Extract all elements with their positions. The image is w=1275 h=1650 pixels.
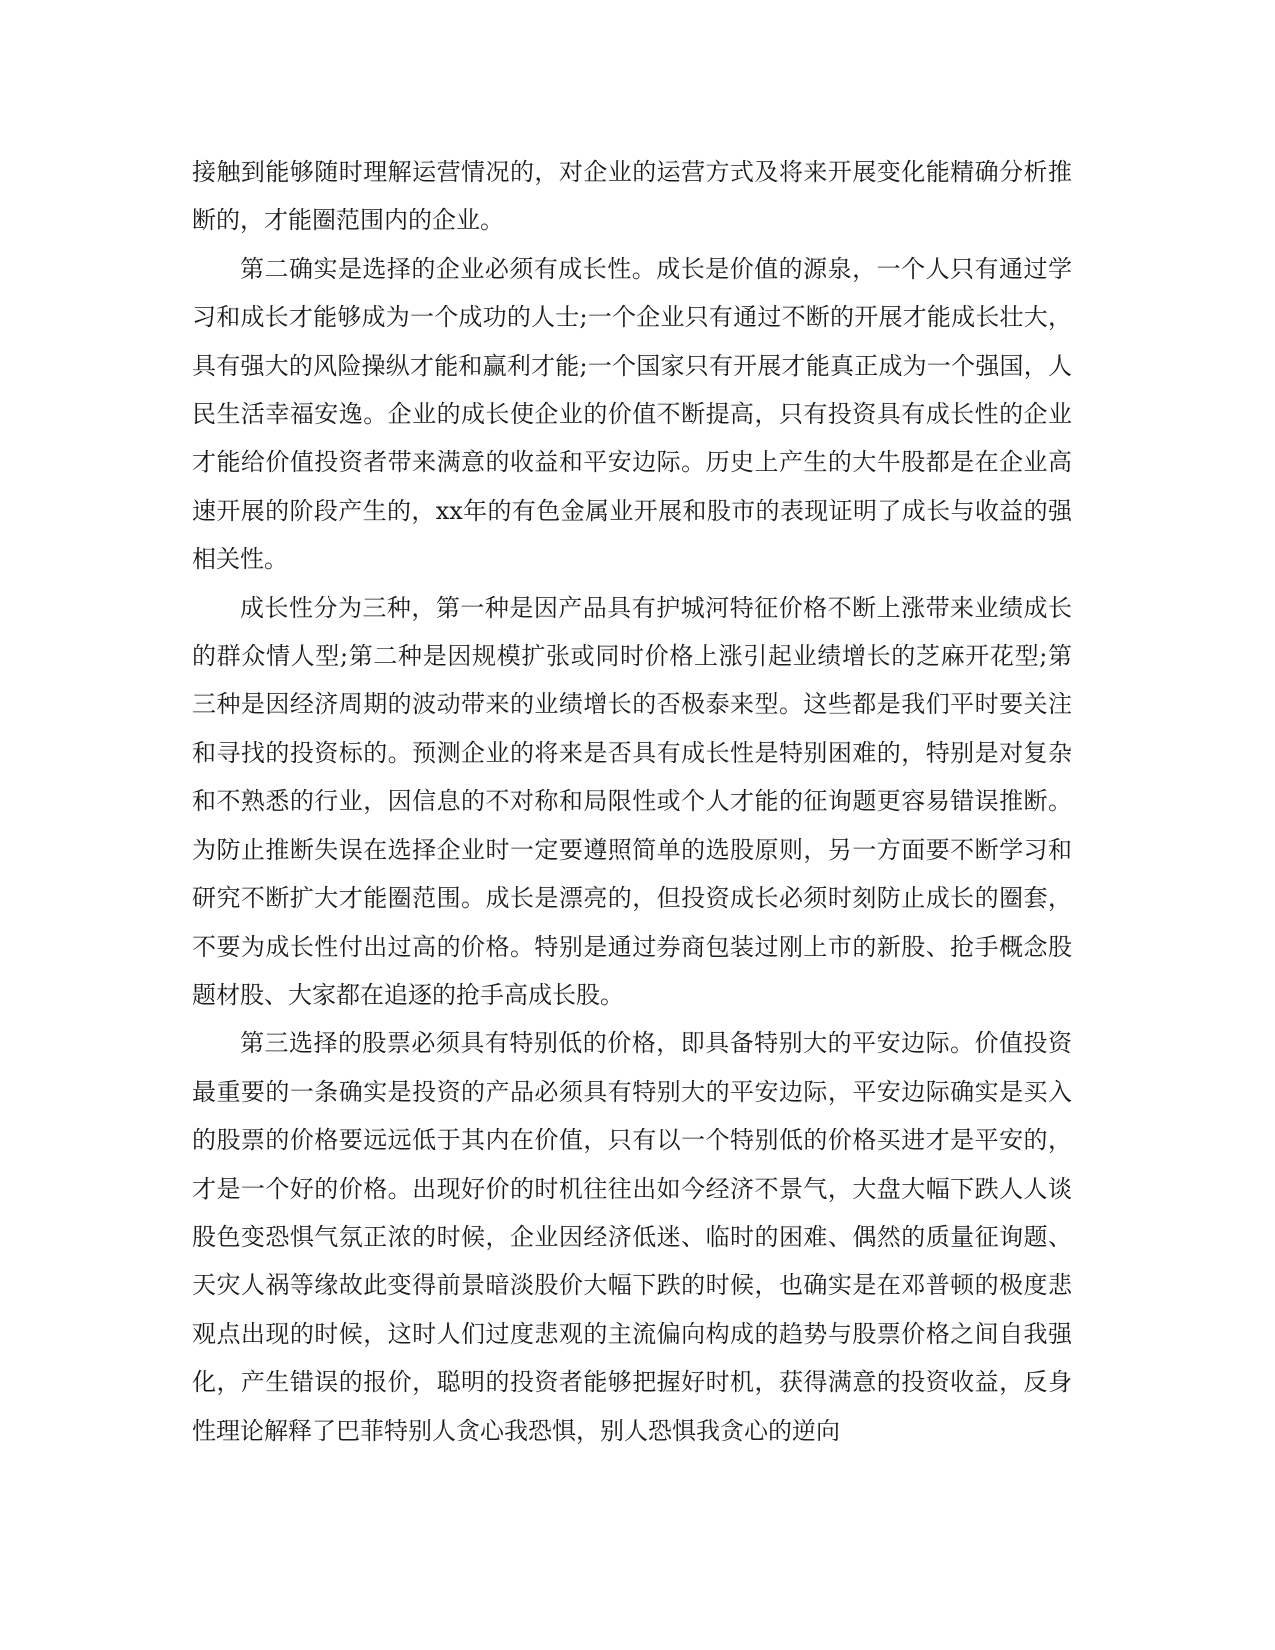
document-page bbox=[192, 148, 1072, 1455]
paragraph-growth-types: 成长性分为三种，第一种是因产品具有护城河特征价格不断上涨带来业绩成长的群众情人型;第二种是因规模扩张或同时价格上涨引起业绩增长的芝麻开花型;第三种是因经济周期的波动带来的业绩增长的否极泰来型。这些都是我们平时要关注和寻找的投资标的。预测企业的将来是否具有成长性是特别困难的，特别是对复杂和不熟悉的行业，因信息的不对称和局限性或个人才能的征询题更容易错误推断。为防止推断失误在选择企业时一定要遵照简单的选股原则，另一方面要不断学习和研究不断扩大才能圈范围。成长是漂亮的，但投资成长必须时刻防止成长的圈套，不要为成长性付出过高的价格。特别是通过券商包装过刚上市的新股、抢手概念股题材股、大家都在追逐的抢手高成长股。 bbox=[192, 593, 1072, 1009]
paragraph-continuation: 接触到能够随时理解运营情况的，对企业的运营方式及将来开展变化能精确分析推断的，才能圈范围内的企业。 bbox=[192, 158, 1072, 235]
paragraph-growth: 第二确实是选择的企业必须有成长性。成长是价值的源泉，一个人只有通过学习和成长才能够成为一个成功的人士;一个企业只有通过不断的开展才能成长壮大，具有强大的风险操纵才能和赢利才能;一个国家只有开展才能真正成为一个强国，人民生活幸福安逸。企业的成长使企业的价值不断提高，只有投资具有成长性的企业才能给价值投资者带来满意的收益和平安边际。历史上产生的大牛股都是在企业高速开展的阶段产生的，xx年的有色金属业开展和股市的表现证明了成长与收益的强相关性。 bbox=[192, 254, 1072, 574]
paragraph-safety-margin: 第三选择的股票必须具有特别低的价格，即具备特别大的平安边际。价值投资最重要的一条确实是投资的产品必须具有特别大的平安边际，平安边际确实是买入的股票的价格要远远低于其内在价值，只有以一个特别低的价格买进才是平安的，才是一个好的价格。出现好价的时机往往出如今经济不景气，大盘大幅下跌人人谈股色变恐惧气氛正浓的时候，企业因经济低迷、临时的困难、偶然的质量征询题、天灾人祸等缘故此变得前景暗淡股价大幅下跌的时候，也确实是在邓普顿的极度悲观点出现的时候，这时人们过度悲观的主流偏向构成的趋势与股票价格之间自我强化，产生错误的报价，聪明的投资者能够把握好时机，获得满意的投资收益，反身性理论解释了巴菲特别人贪心我恐惧，别人恐惧我贪心的逆向 bbox=[192, 1029, 1072, 1445]
